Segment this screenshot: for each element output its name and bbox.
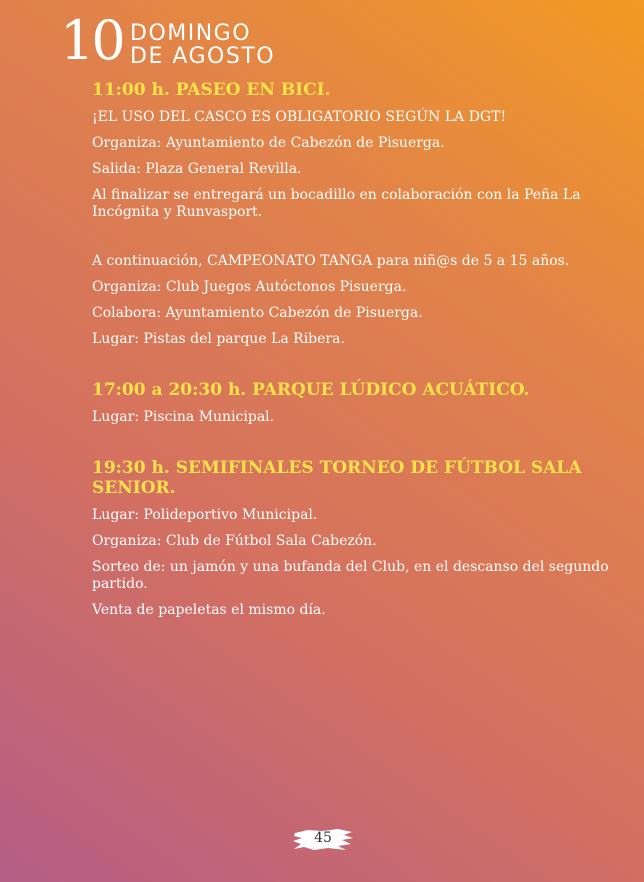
event-heading: 11:00 h. PASEO EN BICI.	[92, 80, 331, 100]
event-line: Organiza: Club Juegos Autóctonos Pisuerga.	[92, 279, 407, 295]
event-heading: 19:30 h. SEMIFINALES TORNEO DE FÚTBOL SALA SENIOR.	[92, 458, 582, 498]
event-bike-ride	[92, 80, 612, 221]
weekday-label: DOMINGO	[130, 21, 252, 46]
event-line: Organiza: Ayuntamiento de Cabezón de Pisuerga.	[92, 135, 445, 151]
events-list	[92, 80, 612, 628]
event-heading: 17:00 a 20:30 h. PARQUE LÚDICO ACUÁTICO.	[92, 380, 530, 400]
event-tanga-championship	[92, 253, 612, 348]
event-line: Salida: Plaza General Revilla.	[92, 161, 302, 177]
event-line: Lugar: Polideportivo Municipal.	[92, 507, 318, 523]
month-label: DE AGOSTO	[130, 44, 276, 69]
date-label	[130, 22, 275, 68]
event-line: Colabora: Ayuntamiento Cabezón de Pisuerga.	[92, 305, 423, 321]
event-line: Organiza: Club de Fútbol Sala Cabezón.	[92, 533, 377, 549]
event-futsal-semifinals	[92, 458, 612, 619]
day-number: 10	[60, 9, 123, 72]
event-line: ¡EL USO DEL CASCO ES OBLIGATORIO SEGÚN LA DGT!	[92, 109, 507, 125]
event-line: Lugar: Piscina Municipal.	[92, 409, 275, 425]
event-line: Lugar: Pistas del parque La Ribera.	[92, 331, 345, 347]
event-line: Venta de papeletas el mismo día.	[92, 602, 326, 618]
page-number: 45	[314, 830, 332, 846]
event-line: Al finalizar se entregará un bocadillo en colaboración con la Peña La Incógnita y Runvasport.	[92, 187, 581, 220]
event-water-park	[92, 380, 612, 426]
event-line: Sorteo de: un jamón y una bufanda del Club, en el descanso del segundo partido.	[92, 559, 609, 592]
event-line: A continuación, CAMPEONATO TANGA para niñ@s de 5 a 15 años.	[92, 253, 570, 269]
page-number-badge	[292, 824, 354, 854]
